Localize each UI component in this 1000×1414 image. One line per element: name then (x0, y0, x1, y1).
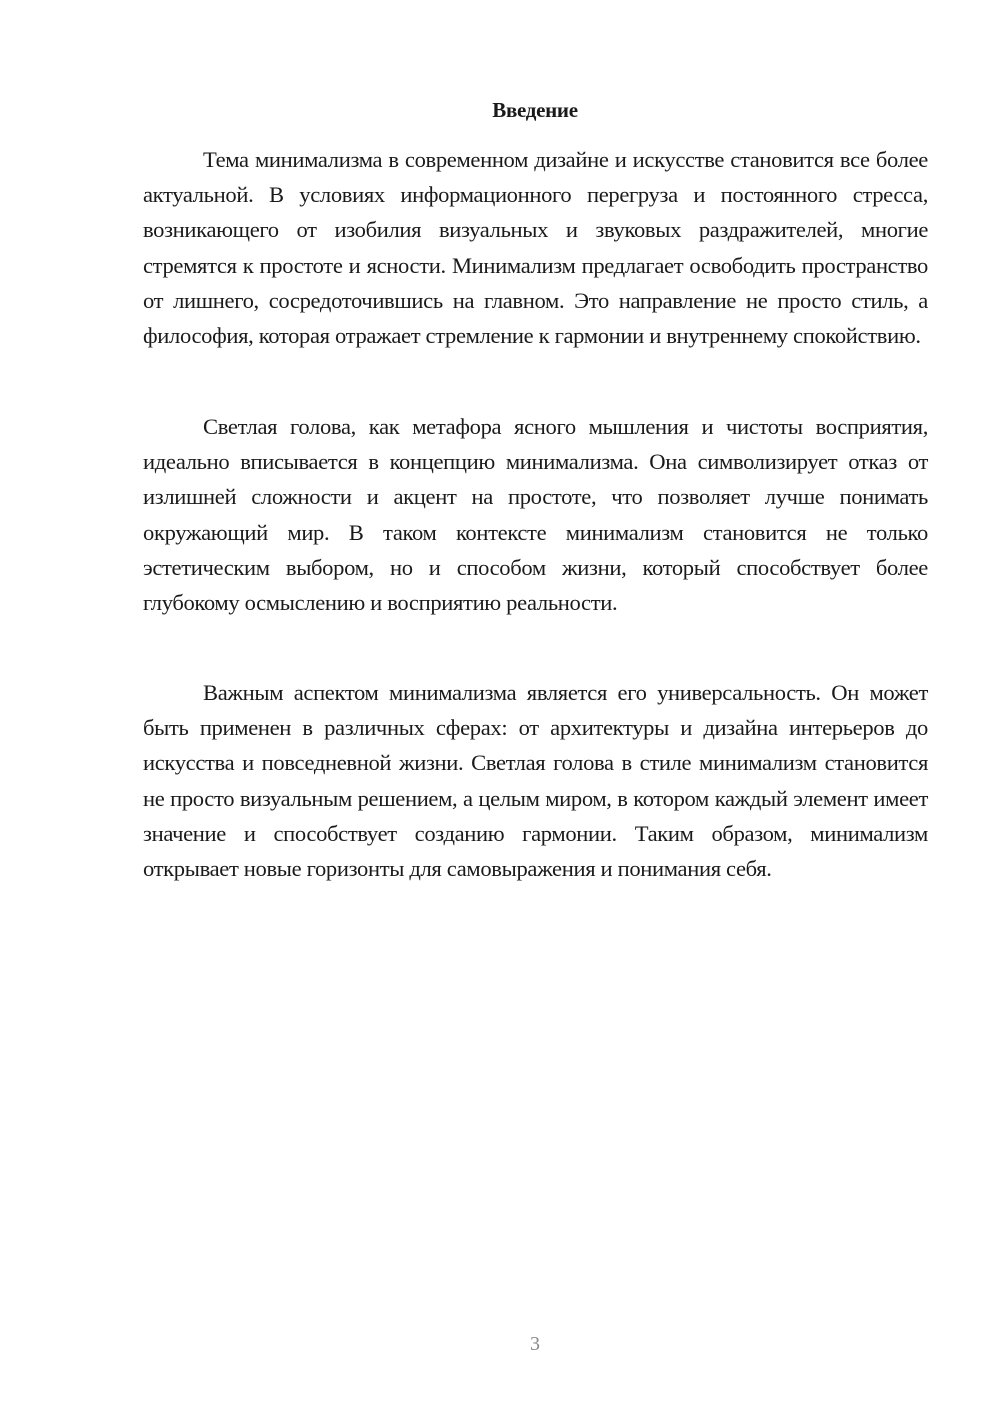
page-title: Введение (492, 98, 578, 122)
paragraph-3: Важным аспектом минимализма является его универсальность. Он может быть применен в различных сферах: от архитектуры и дизайна интерьеров до искусства и повседневной жизни. Светлая голова в стиле минимализм становится не просто визуальным решением, а целым миром, в котором каждый элемент имеет значение и способствует созданию гармонии. Таким образом, минимализм открывает новые горизонты для самовыражения и понимания себя. (143, 680, 928, 882)
paragraph-1: Тема минимализма в современном дизайне и искусстве становится все более актуальной. В условиях информационного перегруза и постоянного стресса, возникающего от изобилия визуальных и звуковых раздражителей, многие стремятся к простоте и ясности. Минимализм предлагает освободить пространство от лишнего, сосредоточившись на главном. Это направление не просто стиль, а философия, которая отражает стремление к гармонии и внутреннему спокойствию. (143, 147, 928, 349)
paragraph-2: Светлая голова, как метафора ясного мышления и чистоты восприятия, идеально вписывается в концепцию минимализма. Она символизирует отказ от излишней сложности и акцент на простоте, что позволяет лучше понимать окружающий мир. В таком контексте минимализм становится не только эстетическим выбором, но и способом жизни, который способствует более глубокому осмыслению и восприятию реальности. (143, 414, 928, 616)
page-number: 3 (530, 1333, 540, 1355)
